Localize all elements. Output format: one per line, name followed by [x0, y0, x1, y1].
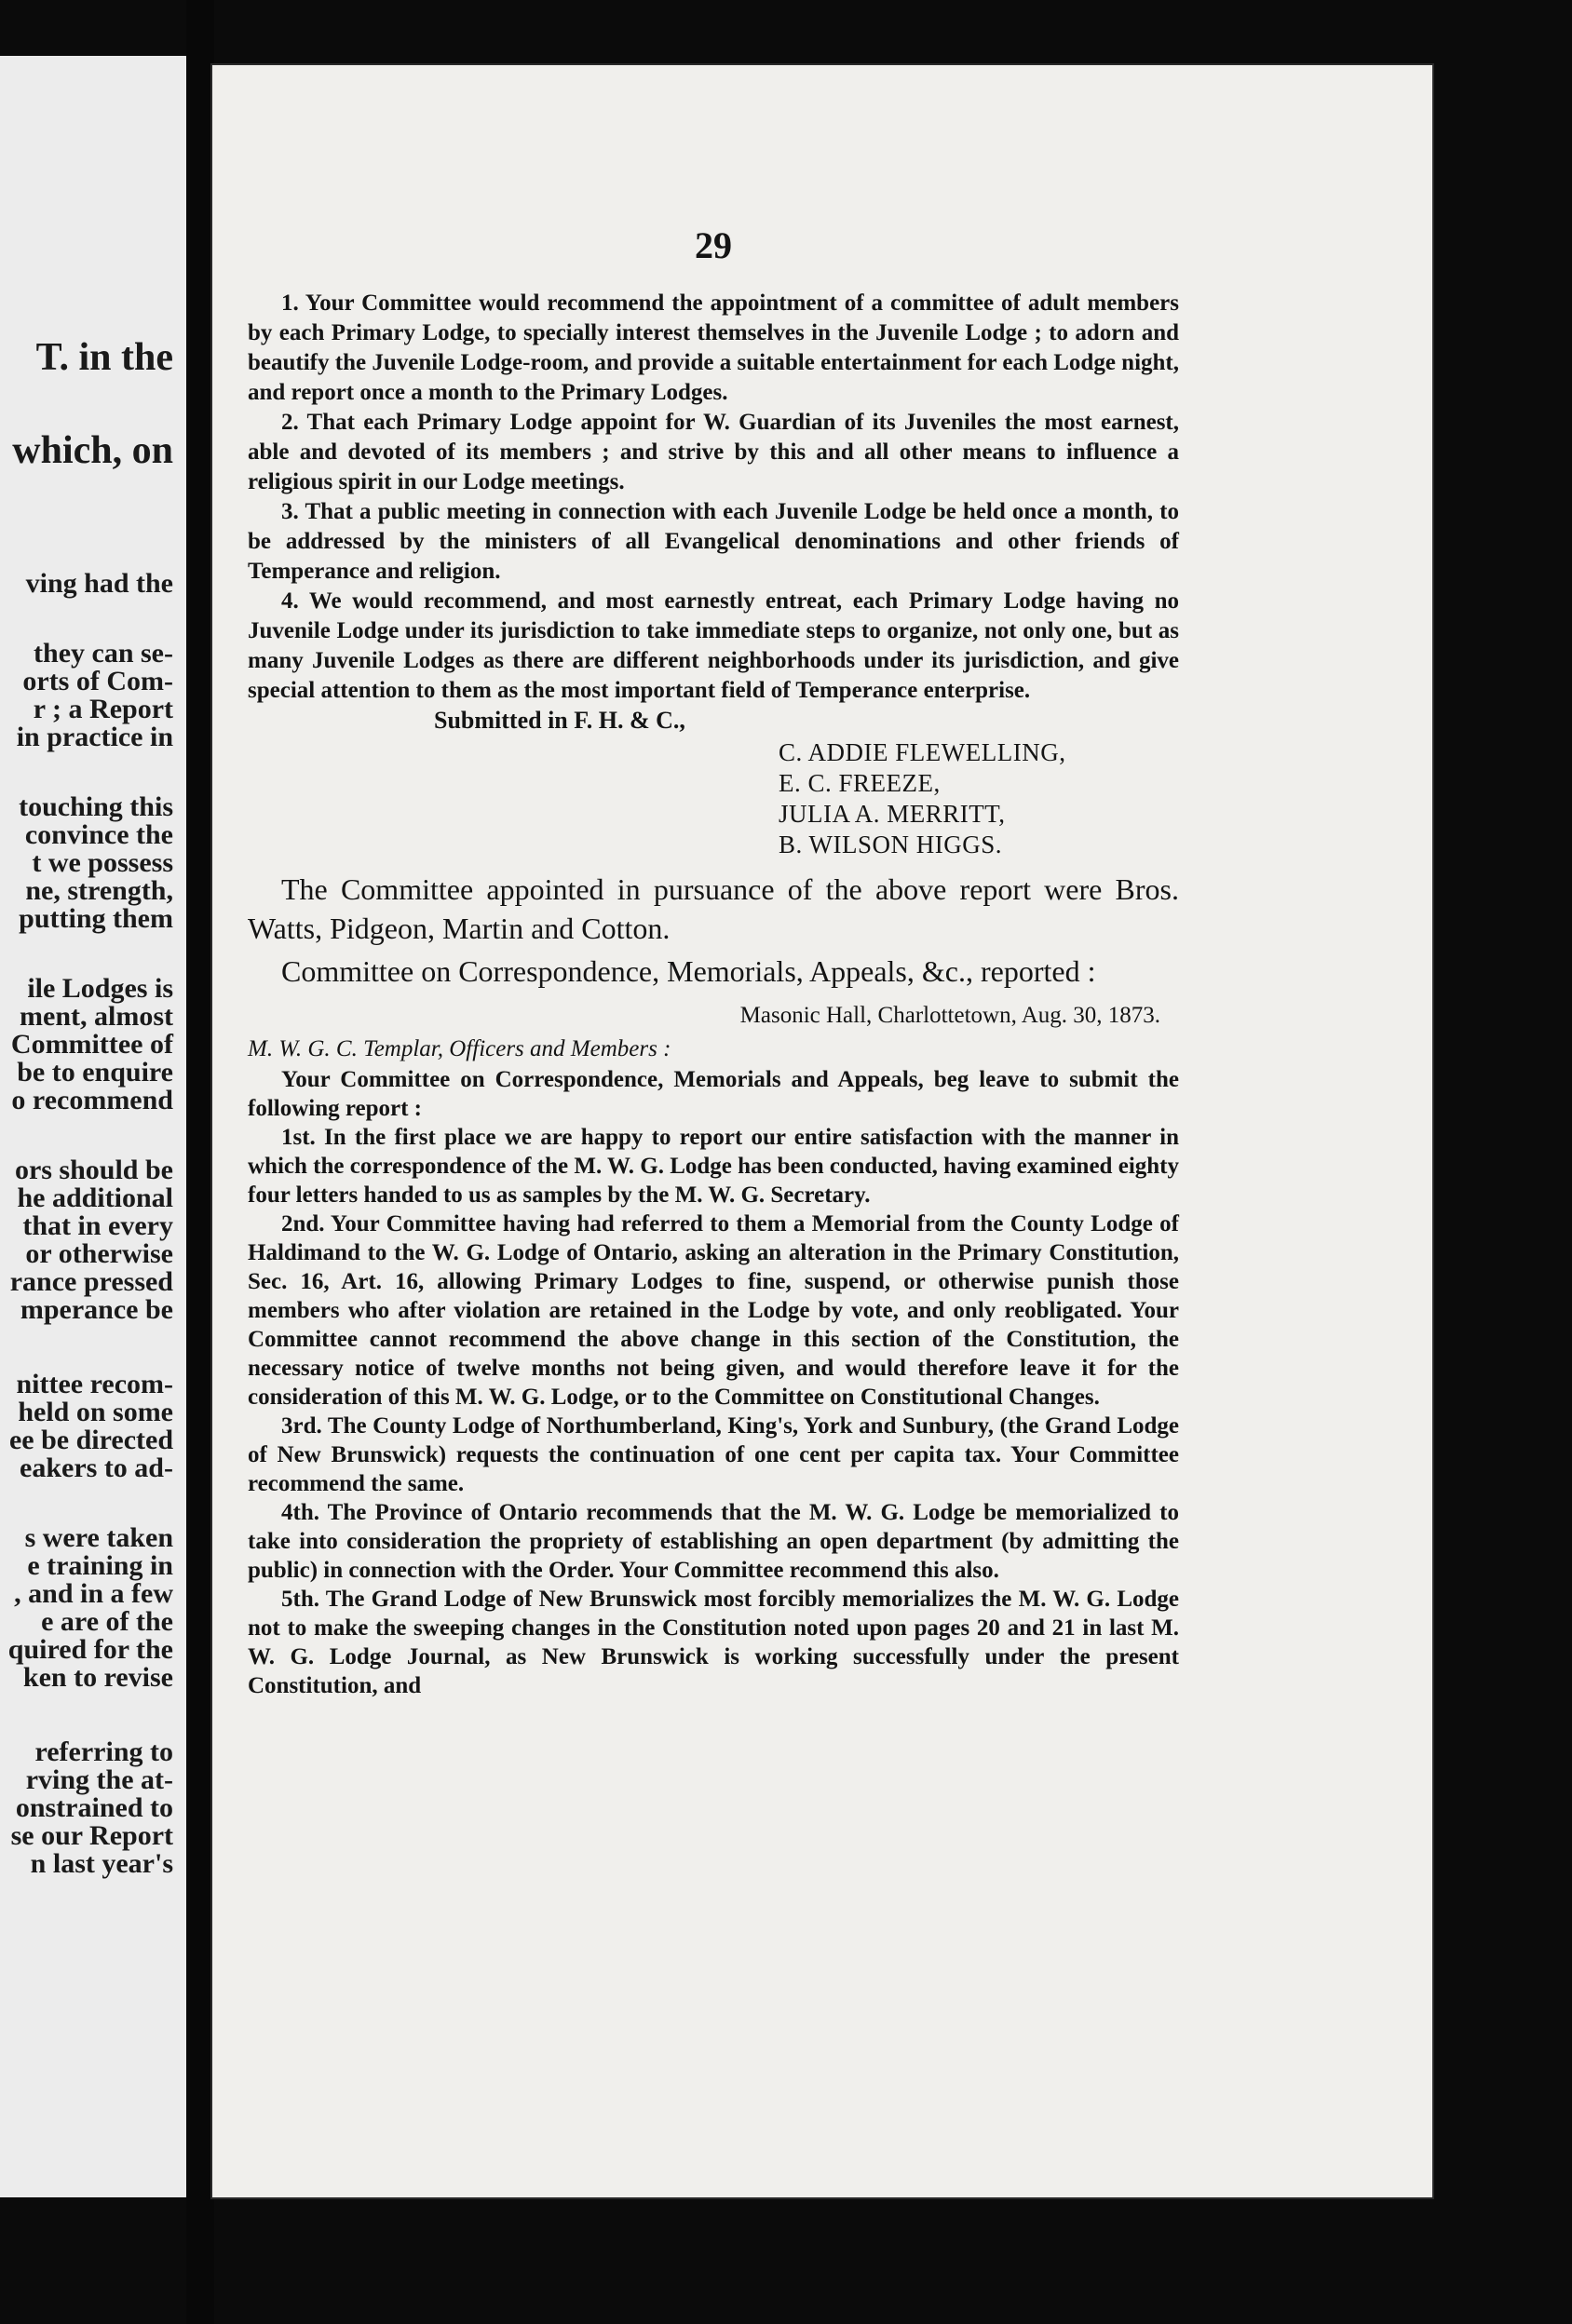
report-paragraph: 5th. The Grand Lodge of New Brunswick most forcibly memorializes the M. W. G. Lodge not to make the sweeping changes in the Constitution noted upon pages 20 and 21 in last M. W. G. Lodge Journal, as New Brunswick is working successfully under the present Constitution, and	[248, 1587, 1179, 1698]
binding-gutter	[186, 0, 214, 2324]
correspondence-report	[248, 1065, 1179, 1700]
report-paragraph: 1st. In the first place we are happy to report our entire satisfaction with the manner in which the correspondence of the M. W. G. Lodge has been conducted, having examined eighty four letters handed to us as samples by the M. W. G. Secretary.	[248, 1125, 1179, 1208]
facing-page-line: t we possess	[32, 847, 173, 878]
dateline: Masonic Hall, Charlottetown, Aug. 30, 1873.	[739, 1003, 1160, 1028]
facing-page-line: e are of the	[41, 1606, 173, 1637]
recommendation-paragraph: 4. We would recommend, and most earnestly entreat, each Primary Lodge having no Juvenile Lodge under its jurisdiction to take immediate steps to organize, not only one, but as many Juvenile Lodges as there are different neighborhoods under its jurisdiction, and give special attention to them as the most important field of Temperance enterprise.	[248, 588, 1179, 703]
recommendation-paragraph: 2. That each Primary Lodge appoint for W. Guardian of its Juveniles the most earnest, able and devoted of its members ; and strive by this and all other means to influence a religious spirit in our Lodge meetings.	[248, 410, 1179, 494]
facing-page-line: T. in the	[35, 336, 173, 379]
page-content	[248, 224, 1179, 1700]
report-paragraph: 2nd. Your Committee having had referred to them a Memorial from the County Lodge of Haldimand to the W. G. Lodge of Ontario, asking an alteration in the Primary Constitution, Sec. 16, Art. 16, allowing Primary Lodges to fine, suspend, or otherwise punish those members who after violation are retained in the Lodge by vote, and only reobligated. Your Committee cannot recommend the above change in this section of the Constitution, the necessary notice of twelve months not being given, and would therefore leave it for the consideration of this M. W. G. Lodge, or to the Committee on Constitutional Changes.	[248, 1211, 1179, 1410]
report-paragraph: 4th. The Province of Ontario recommends that the M. W. G. Lodge be memorialized to take into consideration the propriety of establishing an open department (by admitting the public) in connection with the Order. Your Committee recommend this also.	[248, 1500, 1179, 1583]
signer-name: C. ADDIE FLEWELLING,	[779, 738, 1066, 766]
report-paragraph: 3rd. The County Lodge of Northumberland, King's, York and Sunbury, (the Grand Lodge of New Brunswick) requests the continuation of one cent per capita tax. Your Committee recommend the same.	[248, 1413, 1179, 1496]
facing-page-line: nittee recom-	[16, 1369, 173, 1399]
facing-page-line: ee be directed	[8, 1425, 173, 1455]
facing-page-line: ment, almost	[20, 1001, 173, 1032]
facing-page-line: ving had the	[25, 568, 173, 599]
facing-page-line: referring to	[34, 1736, 173, 1767]
facing-page-line: n last year's	[30, 1848, 173, 1879]
facing-page-line: convince the	[24, 819, 173, 850]
facing-page-line: o recommend	[11, 1085, 173, 1115]
signatories	[779, 737, 1179, 860]
correspondence-heading: Committee on Correspondence, Memorials, Appeals, &c., reported :	[281, 954, 1096, 988]
facing-page-line: held on some	[18, 1397, 173, 1427]
facing-page-line: ile Lodges is	[27, 973, 173, 1004]
facing-page-line: onstrained to	[15, 1792, 173, 1823]
submitted-line: Submitted in F. H. & C.,	[434, 707, 685, 734]
facing-page-line: , and in a few	[14, 1578, 173, 1609]
facing-page-line: eakers to ad-	[20, 1452, 173, 1483]
facing-page-line: orts of Com-	[22, 666, 173, 696]
juvenile-recommendations	[248, 289, 1179, 706]
facing-page-line: Committee of	[10, 1029, 173, 1060]
facing-page-line: that in every	[22, 1210, 173, 1241]
facing-page-line: or otherwise	[25, 1238, 173, 1269]
facing-page-line: in practice in	[16, 722, 173, 752]
facing-page-line: ors should be	[14, 1155, 173, 1185]
facing-page-line: s were taken	[24, 1522, 173, 1553]
facing-page-line: ne, strength,	[25, 875, 173, 906]
facing-page-line: he additional	[17, 1182, 173, 1213]
recommendation-paragraph: 3. That a public meeting in connection with each Juvenile Lodge be held once a month, to be addressed by the ministers of all Evangelical denominations and other friends of Temperance and religion.	[248, 499, 1179, 584]
facing-page-line: which, on	[12, 429, 173, 472]
document-page	[212, 65, 1432, 2197]
facing-page-line: rving the at-	[25, 1764, 173, 1795]
page-number: 29	[695, 224, 732, 266]
facing-page-line: they can se-	[34, 638, 173, 669]
facing-page-line: e training in	[27, 1550, 173, 1581]
facing-page-line: mperance be	[20, 1294, 173, 1325]
facing-page-line: putting them	[19, 903, 173, 934]
facing-page-line: be to enquire	[17, 1057, 173, 1088]
signer-name: B. WILSON HIGGS.	[779, 831, 1003, 858]
signer-name: JULIA A. MERRITT,	[779, 800, 1006, 828]
facing-page-line: quired for the	[7, 1634, 173, 1665]
committee-appointed: The Committee appointed in pursuance of the above report were Bros. Watts, Pidgeon, Martin and Cotton.	[248, 872, 1179, 945]
facing-page-fragment	[0, 56, 186, 2197]
recommendation-paragraph: 1. Your Committee would recommend the appointment of a committee of adult members by each Primary Lodge, to specially interest themselves in the Juvenile Lodge ; to adorn and beautify the Juvenile Lodge-room, and provide a suitable entertainment for each Lodge night, and report once a month to the Primary Lodges.	[248, 290, 1179, 405]
facing-page-line: ken to revise	[22, 1662, 173, 1693]
signer-name: E. C. FREEZE,	[779, 769, 941, 797]
facing-page-line: touching this	[19, 791, 173, 822]
facing-page-line: se our Report	[10, 1820, 173, 1851]
facing-page-line: r ; a Report	[33, 694, 173, 724]
facing-page-line: rance pressed	[9, 1266, 173, 1297]
report-paragraph: Your Committee on Correspondence, Memorials and Appeals, beg leave to submit the following report :	[248, 1067, 1179, 1121]
salutation: M. W. G. C. Templar, Officers and Members :	[248, 1036, 671, 1061]
